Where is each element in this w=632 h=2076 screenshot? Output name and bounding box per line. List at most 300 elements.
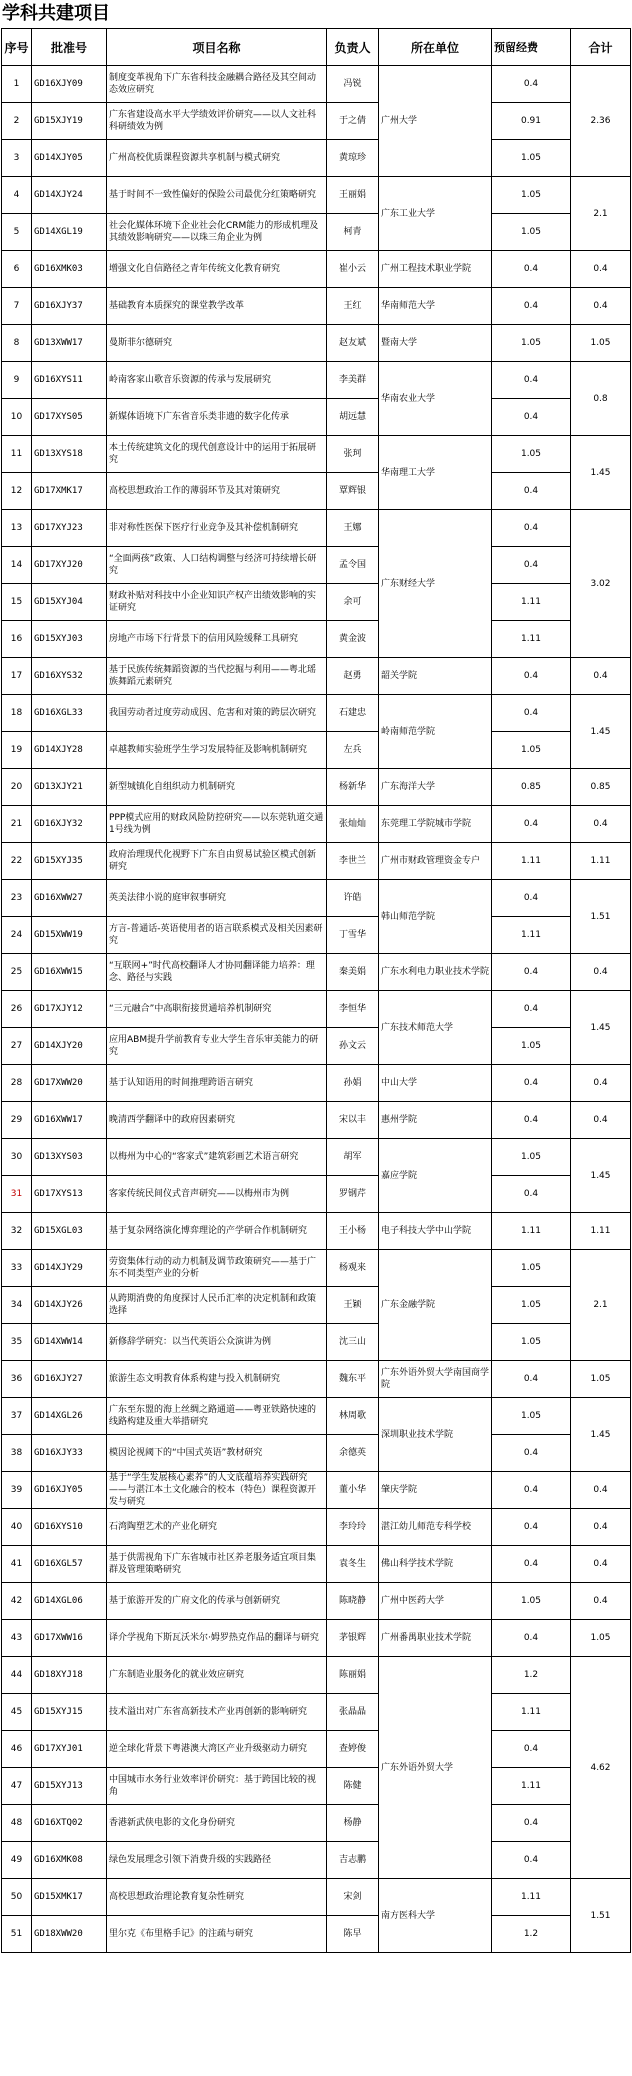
unit-total: 1.45: [571, 1398, 631, 1472]
project-leader: 查婷俊: [327, 1731, 379, 1768]
row-number: 17: [2, 658, 32, 695]
unit-name: 韶关学院: [379, 658, 492, 695]
row-number: 41: [2, 1546, 32, 1583]
reserved-fund: 1.05: [492, 214, 571, 251]
project-leader: 张晶晶: [327, 1694, 379, 1731]
approval-number: GD16XTQ02: [32, 1805, 107, 1842]
project-leader: 李美群: [327, 362, 379, 399]
approval-number: GD15XYJ03: [32, 621, 107, 658]
table-row: [2, 1657, 631, 1694]
project-leader: 杨新华: [327, 769, 379, 806]
unit-total: 0.85: [571, 769, 631, 806]
project-leader: 陈晓静: [327, 1583, 379, 1620]
table-row: [2, 769, 631, 806]
project-leader: 胡远慧: [327, 399, 379, 436]
project-leader: 黄琼珍: [327, 140, 379, 177]
reserved-fund: 0.4: [492, 1361, 571, 1398]
project-name: 岭南客家山歌音乐资源的传承与发展研究: [107, 362, 327, 399]
project-leader: 孙文云: [327, 1028, 379, 1065]
project-name: 本土传统建筑文化的现代创意设计中的运用于拓展研究: [107, 436, 327, 473]
unit-total: 1.45: [571, 695, 631, 769]
approval-number: GD15XYJ04: [32, 584, 107, 621]
approval-number: GD18XYJ18: [32, 1657, 107, 1694]
project-leader: 宋以丰: [327, 1102, 379, 1139]
unit-name: 广东水利电力职业技术学院: [379, 954, 492, 991]
table-row: [2, 362, 631, 399]
project-name: 非对称性医保下医疗行业竞争及其补偿机制研究: [107, 510, 327, 547]
table-row: [2, 1287, 631, 1324]
reserved-fund: 1.05: [492, 140, 571, 177]
unit-name: 嘉应学院: [379, 1139, 492, 1213]
unit-total: 1.45: [571, 436, 631, 510]
row-number: 5: [2, 214, 32, 251]
project-name: 我国劳动者过度劳动成因、危害和对策的跨层次研究: [107, 695, 327, 732]
table-row: [2, 214, 631, 251]
col-header-unit: 所在单位: [379, 29, 492, 66]
project-leader: 赵勇: [327, 658, 379, 695]
project-name: 劳资集体行动的动力机制及调节政策研究——基于广东不同类型产业的分析: [107, 1250, 327, 1287]
reserved-fund: 0.4: [492, 288, 571, 325]
table-row: [2, 1472, 631, 1509]
project-name: 晚清西学翻译中的政府因素研究: [107, 1102, 327, 1139]
reserved-fund: 1.05: [492, 1250, 571, 1287]
approval-number: GD17XYJ23: [32, 510, 107, 547]
approval-number: GD14XJY20: [32, 1028, 107, 1065]
approval-number: GD14XWW14: [32, 1324, 107, 1361]
table-row: [2, 1398, 631, 1435]
table-row: [2, 1065, 631, 1102]
reserved-fund: 1.05: [492, 1028, 571, 1065]
row-number: 21: [2, 806, 32, 843]
reserved-fund: 0.4: [492, 1546, 571, 1583]
row-number: 42: [2, 1583, 32, 1620]
row-number: 14: [2, 547, 32, 584]
row-number: 49: [2, 1842, 32, 1879]
unit-total: 1.45: [571, 991, 631, 1065]
row-number: 25: [2, 954, 32, 991]
approval-number: GD14XJY29: [32, 1250, 107, 1287]
project-name: 基于复杂网络演化博弈理论的产学研合作机制研究: [107, 1213, 327, 1250]
project-name: 旅游生态文明教育体系构建与投入机制研究: [107, 1361, 327, 1398]
table-row: [2, 1879, 631, 1916]
project-name: 房地产市场下行背景下的信用风险缓释工具研究: [107, 621, 327, 658]
reserved-fund: 0.4: [492, 1102, 571, 1139]
unit-total: 1.05: [571, 325, 631, 362]
approval-number: GD15XMK17: [32, 1879, 107, 1916]
reserved-fund: 0.4: [492, 510, 571, 547]
reserved-fund: 1.2: [492, 1657, 571, 1694]
reserved-fund: 1.05: [492, 732, 571, 769]
row-number: 36: [2, 1361, 32, 1398]
row-number: 15: [2, 584, 32, 621]
project-name: 基于“学生发展核心素养”的人文底蕴培养实践研究——与湛江本土文化融合的校本（特色）课程资源开发与研究: [107, 1472, 327, 1509]
unit-total: 2.36: [571, 66, 631, 177]
approval-number: GD16XGL57: [32, 1546, 107, 1583]
project-name: 技术溢出对广东省高新技术产业再创新的影响研究: [107, 1694, 327, 1731]
col-header-approval-no: 批准号: [32, 29, 107, 66]
unit-total: 0.4: [571, 1546, 631, 1583]
row-number: 44: [2, 1657, 32, 1694]
table-row: [2, 658, 631, 695]
table-row: [2, 1324, 631, 1361]
project-leader: 陈健: [327, 1768, 379, 1805]
reserved-fund: 1.05: [492, 1139, 571, 1176]
project-name: 基于认知语用的时间推理跨语言研究: [107, 1065, 327, 1102]
unit-name: 广东技术师范大学: [379, 991, 492, 1065]
table-row: [2, 1028, 631, 1065]
reserved-fund: 0.4: [492, 1842, 571, 1879]
project-leader: 王丽娟: [327, 177, 379, 214]
table-row: [2, 473, 631, 510]
approval-number: GD17XYJ01: [32, 1731, 107, 1768]
table-row: [2, 510, 631, 547]
project-name: 政府治理现代化视野下广东自由贸易试验区模式创新研究: [107, 843, 327, 880]
row-number: 38: [2, 1435, 32, 1472]
unit-total: 0.4: [571, 1583, 631, 1620]
project-leader: 王娜: [327, 510, 379, 547]
project-name: 基于供需视角下广东省城市社区养老服务适宜项目集群及管理策略研究: [107, 1546, 327, 1583]
reserved-fund: 0.4: [492, 362, 571, 399]
reserved-fund: 0.4: [492, 547, 571, 584]
unit-name: 华南农业大学: [379, 362, 492, 436]
unit-total: 1.05: [571, 1620, 631, 1657]
project-leader: 崔小云: [327, 251, 379, 288]
project-leader: 宋剑: [327, 1879, 379, 1916]
unit-name: 岭南师范学院: [379, 695, 492, 769]
reserved-fund: 1.11: [492, 843, 571, 880]
approval-number: GD18XWW20: [32, 1916, 107, 1953]
table-row: [2, 547, 631, 584]
project-leader: 李恒华: [327, 991, 379, 1028]
table-row: [2, 621, 631, 658]
unit-total: 0.4: [571, 658, 631, 695]
approval-number: GD14XJY24: [32, 177, 107, 214]
unit-total: 0.4: [571, 1102, 631, 1139]
row-number: 50: [2, 1879, 32, 1916]
project-leader: 冯锐: [327, 66, 379, 103]
project-leader: 孟令国: [327, 547, 379, 584]
unit-name: 广东工业大学: [379, 177, 492, 251]
project-leader: 袁冬生: [327, 1546, 379, 1583]
project-name: 基于时间不一致性偏好的保险公司最优分红策略研究: [107, 177, 327, 214]
approval-number: GD17XYS05: [32, 399, 107, 436]
project-name: “全面两孩”政策、人口结构调整与经济可持续增长研究: [107, 547, 327, 584]
project-leader: 黄金波: [327, 621, 379, 658]
row-number: 26: [2, 991, 32, 1028]
project-leader: 丁雪华: [327, 917, 379, 954]
reserved-fund: 0.4: [492, 1805, 571, 1842]
unit-name: 广州中医药大学: [379, 1583, 492, 1620]
unit-total: 0.4: [571, 288, 631, 325]
reserved-fund: 1.11: [492, 1213, 571, 1250]
unit-total: 2.1: [571, 1250, 631, 1361]
approval-number: GD14XGL19: [32, 214, 107, 251]
col-header-reserved-fund: 预留经费: [492, 29, 571, 66]
reserved-fund: 1.11: [492, 917, 571, 954]
row-number: 45: [2, 1694, 32, 1731]
project-name: 高校思想政治工作的薄弱环节及其对策研究: [107, 473, 327, 510]
project-name: 基础教育本质探究的课堂教学改革: [107, 288, 327, 325]
table-row: [2, 917, 631, 954]
table-row: [2, 1250, 631, 1287]
project-leader: 李玲玲: [327, 1509, 379, 1546]
project-name: 广东省建设高水平大学绩效评价研究——以人文社科科研绩效为例: [107, 103, 327, 140]
unit-name: 中山大学: [379, 1065, 492, 1102]
row-number: 18: [2, 695, 32, 732]
project-table: [1, 28, 631, 1953]
project-name: 里尔克《布里格手记》的注疏与研究: [107, 1916, 327, 1953]
row-number: 35: [2, 1324, 32, 1361]
project-leader: 覃辉银: [327, 473, 379, 510]
row-number: 6: [2, 251, 32, 288]
project-name: 应用ABM提升学前教育专业大学生音乐审美能力的研究: [107, 1028, 327, 1065]
project-name: 从跨期消费的角度探讨人民币汇率的决定机制和政策选择: [107, 1287, 327, 1324]
approval-number: GD13XYS03: [32, 1139, 107, 1176]
approval-number: GD13XYS18: [32, 436, 107, 473]
page-title: 学科共建项目: [2, 3, 110, 24]
project-name: PPP模式应用的财政风险防控研究——以东莞轨道交通1号线为例: [107, 806, 327, 843]
table-row: [2, 1102, 631, 1139]
approval-number: GD17XMK17: [32, 473, 107, 510]
row-number: 32: [2, 1213, 32, 1250]
approval-number: GD14XGL06: [32, 1583, 107, 1620]
unit-name: 广州工程技术职业学院: [379, 251, 492, 288]
approval-number: GD17XWW16: [32, 1620, 107, 1657]
reserved-fund: 1.2: [492, 1916, 571, 1953]
row-number: 33: [2, 1250, 32, 1287]
reserved-fund: 0.4: [492, 954, 571, 991]
unit-name: 深圳职业技术学院: [379, 1398, 492, 1472]
project-leader: 茅银辉: [327, 1620, 379, 1657]
project-name: “互联网+”时代高校翻译人才协同翻译能力培养：理念、路径与实践: [107, 954, 327, 991]
row-number: 19: [2, 732, 32, 769]
project-leader: 陈丽娟: [327, 1657, 379, 1694]
table-row: [2, 1213, 631, 1250]
project-name: 广州高校优质课程资源共享机制与模式研究: [107, 140, 327, 177]
project-leader: 杨观来: [327, 1250, 379, 1287]
reserved-fund: 0.4: [492, 1509, 571, 1546]
reserved-fund: 0.4: [492, 695, 571, 732]
table-row: [2, 436, 631, 473]
table-row: [2, 1139, 631, 1176]
table-row: [2, 1768, 631, 1805]
reserved-fund: 0.4: [492, 1065, 571, 1102]
table-row: [2, 399, 631, 436]
row-number: 34: [2, 1287, 32, 1324]
project-name: 新修辞学研究：以当代英语公众演讲为例: [107, 1324, 327, 1361]
table-row: [2, 103, 631, 140]
table-row: [2, 177, 631, 214]
approval-number: GD16XGL33: [32, 695, 107, 732]
project-name: 译介学视角下斯瓦沃米尔·姆罗热克作品的翻译与研究: [107, 1620, 327, 1657]
project-name: 高校思想政治理论教育复杂性研究: [107, 1879, 327, 1916]
unit-name: 暨南大学: [379, 325, 492, 362]
approval-number: GD14XJY05: [32, 140, 107, 177]
reserved-fund: 1.11: [492, 1768, 571, 1805]
row-number: 51: [2, 1916, 32, 1953]
unit-total: 0.4: [571, 1509, 631, 1546]
approval-number: GD15XJY19: [32, 103, 107, 140]
row-number: 40: [2, 1509, 32, 1546]
project-leader: 董小华: [327, 1472, 379, 1509]
project-leader: 林周歌: [327, 1398, 379, 1435]
row-number: 7: [2, 288, 32, 325]
reserved-fund: 1.05: [492, 1583, 571, 1620]
project-name: 以梅州为中心的“客家式”建筑彩画艺术语言研究: [107, 1139, 327, 1176]
project-name: 曼斯菲尔德研究: [107, 325, 327, 362]
project-leader: 陈早: [327, 1916, 379, 1953]
unit-name: 华南理工大学: [379, 436, 492, 510]
project-name: 广东至东盟的海上丝绸之路通道——粤亚铁路快速的线路构建及重大举措研究: [107, 1398, 327, 1435]
approval-number: GD16XYS32: [32, 658, 107, 695]
table-row: [2, 140, 631, 177]
unit-name: 广东金融学院: [379, 1250, 492, 1361]
row-number: 47: [2, 1768, 32, 1805]
table-row: [2, 1805, 631, 1842]
project-name: 制度变革视角下广东省科技金融耦合路径及其空间动态效应研究: [107, 66, 327, 103]
project-name: 财政补贴对科技中小企业知识产权产出绩效影响的实证研究: [107, 584, 327, 621]
row-number: 16: [2, 621, 32, 658]
unit-name: 肇庆学院: [379, 1472, 492, 1509]
project-name: 中国城市水务行业效率评价研究：基于跨国比较的视角: [107, 1768, 327, 1805]
project-leader: 王小杨: [327, 1213, 379, 1250]
row-number: 13: [2, 510, 32, 547]
row-number: 1: [2, 66, 32, 103]
col-header-total: 合计: [571, 29, 631, 66]
row-number: 3: [2, 140, 32, 177]
project-name: 模因论视阈下的“中国式英语”教材研究: [107, 1435, 327, 1472]
approval-number: GD16XYS10: [32, 1509, 107, 1546]
row-number: 10: [2, 399, 32, 436]
unit-name: 南方医科大学: [379, 1879, 492, 1953]
table-row: [2, 1546, 631, 1583]
project-leader: 余可: [327, 584, 379, 621]
approval-number: GD17XYJ20: [32, 547, 107, 584]
table-row: [2, 584, 631, 621]
unit-total: 1.05: [571, 1361, 631, 1398]
approval-number: GD16XJY09: [32, 66, 107, 103]
project-name: “三元融合”中高职衔接贯通培养机制研究: [107, 991, 327, 1028]
unit-total: 1.51: [571, 880, 631, 954]
unit-name: 广东外语外贸大学南国商学院: [379, 1361, 492, 1398]
reserved-fund: 1.05: [492, 1287, 571, 1324]
project-leader: 王颖: [327, 1287, 379, 1324]
approval-number: GD16XWW27: [32, 880, 107, 917]
reserved-fund: 0.4: [492, 66, 571, 103]
approval-number: GD15XYJ35: [32, 843, 107, 880]
row-number: 11: [2, 436, 32, 473]
reserved-fund: 0.4: [492, 473, 571, 510]
unit-name: 韩山师范学院: [379, 880, 492, 954]
reserved-fund: 0.4: [492, 1435, 571, 1472]
reserved-fund: 0.4: [492, 1472, 571, 1509]
col-header-project-name: 项目名称: [107, 29, 327, 66]
table-row: [2, 1435, 631, 1472]
approval-number: GD16XJY37: [32, 288, 107, 325]
reserved-fund: 1.05: [492, 325, 571, 362]
unit-name: 惠州学院: [379, 1102, 492, 1139]
table-row: [2, 1916, 631, 1953]
table-row: [2, 1731, 631, 1768]
unit-name: 华南师范大学: [379, 288, 492, 325]
reserved-fund: 0.4: [492, 991, 571, 1028]
project-name: 逆全球化背景下粤港澳大湾区产业升级驱动力研究: [107, 1731, 327, 1768]
project-leader: 魏东平: [327, 1361, 379, 1398]
unit-total: 4.62: [571, 1657, 631, 1879]
reserved-fund: 1.05: [492, 1398, 571, 1435]
row-number: 30: [2, 1139, 32, 1176]
row-number: 43: [2, 1620, 32, 1657]
approval-number: GD15XWW19: [32, 917, 107, 954]
approval-number: GD16XMK03: [32, 251, 107, 288]
table-row: [2, 1842, 631, 1879]
approval-number: GD13XJY21: [32, 769, 107, 806]
row-number: 31: [2, 1176, 32, 1213]
reserved-fund: 0.4: [492, 1620, 571, 1657]
approval-number: GD16XWW15: [32, 954, 107, 991]
project-leader: 张珂: [327, 436, 379, 473]
table-row: [2, 1509, 631, 1546]
table-row: [2, 880, 631, 917]
project-name: 社会化媒体环境下企业社会化CRM能力的形成机理及其绩效影响研究——以珠三角企业为例: [107, 214, 327, 251]
row-number: 46: [2, 1731, 32, 1768]
unit-name: 广东财经大学: [379, 510, 492, 658]
reserved-fund: 0.4: [492, 658, 571, 695]
project-name: 基于旅游开发的广府文化的传承与创新研究: [107, 1583, 327, 1620]
unit-name: 广东海洋大学: [379, 769, 492, 806]
approval-number: GD15XGL03: [32, 1213, 107, 1250]
row-number: 22: [2, 843, 32, 880]
approval-number: GD16XJY32: [32, 806, 107, 843]
project-leader: 王红: [327, 288, 379, 325]
approval-number: GD17XJY12: [32, 991, 107, 1028]
unit-name: 广州番禺职业技术学院: [379, 1620, 492, 1657]
project-leader: 柯青: [327, 214, 379, 251]
reserved-fund: 0.4: [492, 1176, 571, 1213]
reserved-fund: 1.11: [492, 1694, 571, 1731]
approval-number: GD17XWW20: [32, 1065, 107, 1102]
reserved-fund: 1.11: [492, 1879, 571, 1916]
col-header-leader: 负责人: [327, 29, 379, 66]
unit-name: 广州大学: [379, 66, 492, 177]
row-number: 23: [2, 880, 32, 917]
table-row: [2, 1176, 631, 1213]
unit-total: 0.4: [571, 806, 631, 843]
approval-number: GD16XMK08: [32, 1842, 107, 1879]
row-number: 37: [2, 1398, 32, 1435]
row-number: 4: [2, 177, 32, 214]
project-name: 新型城镇化自组织动力机制研究: [107, 769, 327, 806]
unit-name: 广东外语外贸大学: [379, 1657, 492, 1879]
reserved-fund: 0.4: [492, 806, 571, 843]
project-name: 绿色发展理念引领下消费升级的实践路径: [107, 1842, 327, 1879]
project-leader: 于之倩: [327, 103, 379, 140]
project-leader: 杨静: [327, 1805, 379, 1842]
approval-number: GD14XJY26: [32, 1287, 107, 1324]
row-number: 8: [2, 325, 32, 362]
approval-number: GD15XYJ15: [32, 1694, 107, 1731]
project-name: 香港新武侠电影的文化身份研究: [107, 1805, 327, 1842]
table-row: [2, 325, 631, 362]
row-number: 24: [2, 917, 32, 954]
approval-number: GD16XYS11: [32, 362, 107, 399]
project-leader: 秦美娟: [327, 954, 379, 991]
unit-total: 0.8: [571, 362, 631, 436]
approval-number: GD16XWW17: [32, 1102, 107, 1139]
project-leader: 许皓: [327, 880, 379, 917]
project-leader: 沈三山: [327, 1324, 379, 1361]
project-name: 石湾陶塑艺术的产业化研究: [107, 1509, 327, 1546]
